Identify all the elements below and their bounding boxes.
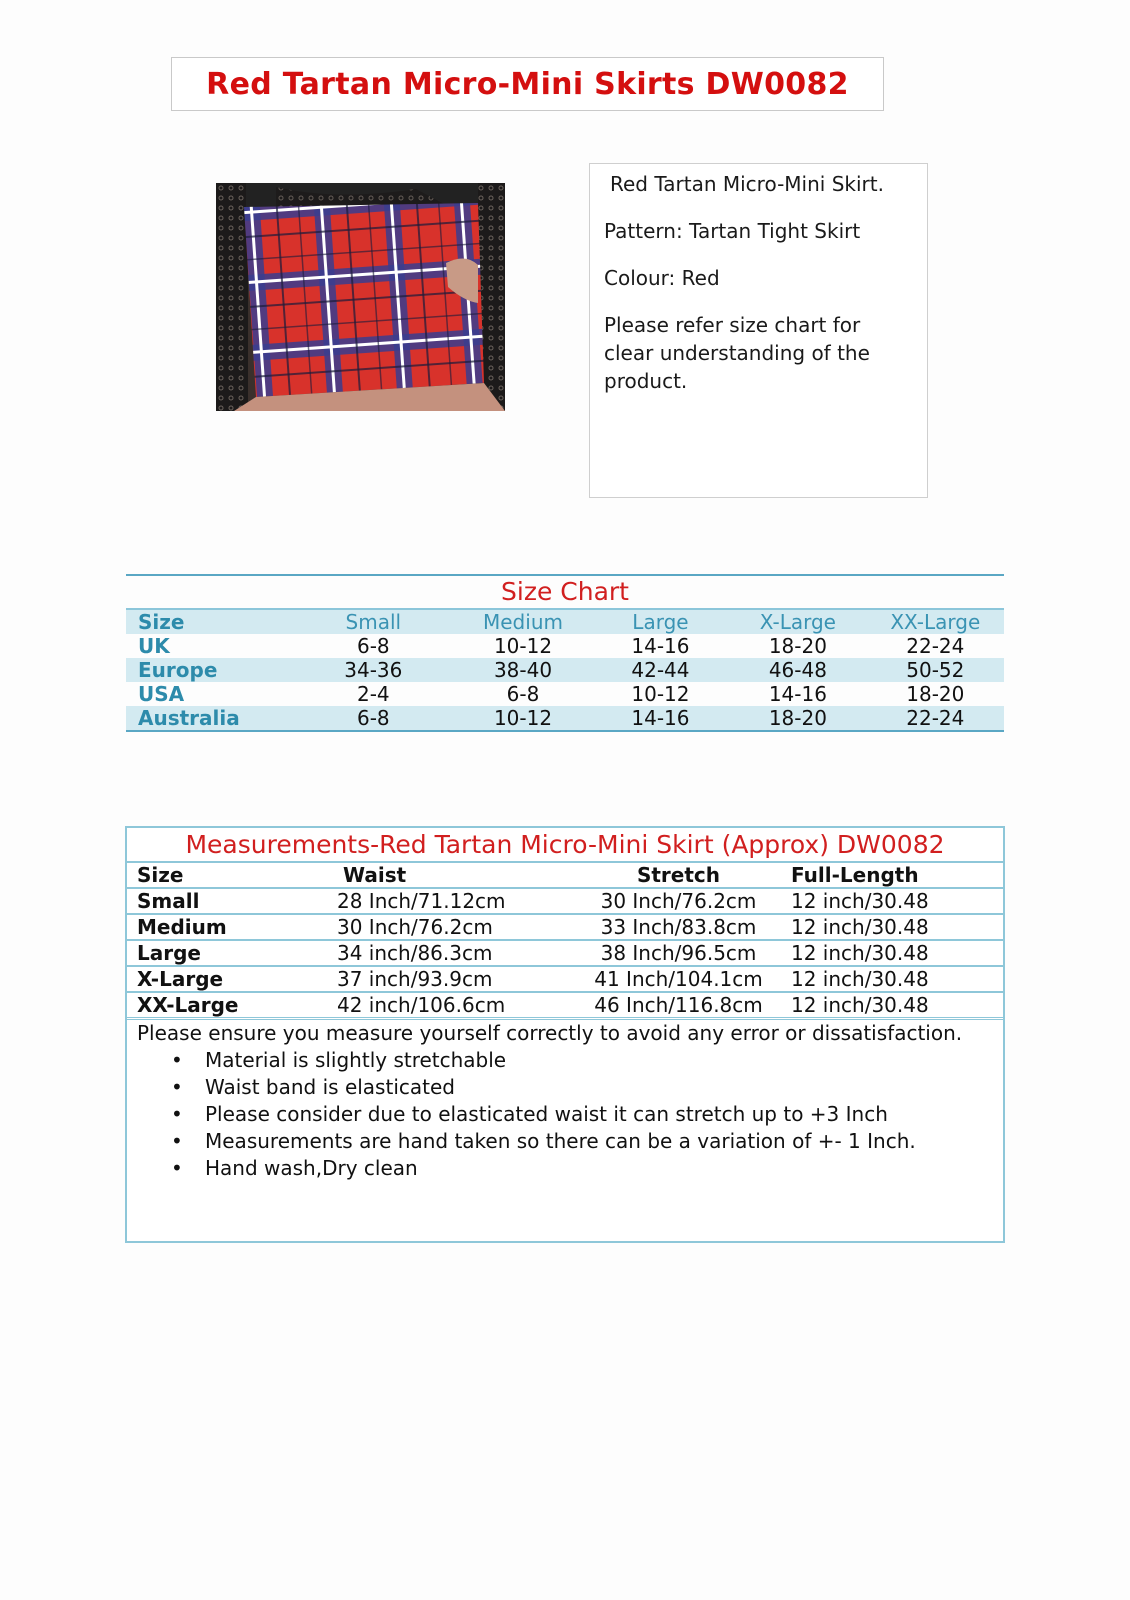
size-chart-title: Size Chart: [501, 577, 629, 606]
table-row: [126, 682, 1004, 706]
table-cell: 6-8: [356, 634, 390, 658]
table-cell: 22-24: [906, 706, 965, 730]
product-photo: [216, 183, 505, 411]
table-row: [127, 993, 1003, 1020]
list-item: • Hand wash,Dry clean: [205, 1155, 993, 1182]
column-header: Medium: [483, 610, 563, 634]
table-cell: 30 Inch/76.2cm: [337, 915, 493, 939]
row-label: X-Large: [137, 967, 224, 991]
table-cell: 10-12: [631, 682, 690, 706]
row-label: Size: [138, 610, 185, 634]
table-cell: 46-48: [768, 658, 827, 682]
table-cell: 12 inch/30.48: [791, 915, 929, 939]
table-cell: 37 inch/93.9cm: [337, 967, 493, 991]
table-cell: 2-4: [356, 682, 390, 706]
table-cell: 10-12: [493, 634, 553, 658]
table-cell: 28 Inch/71.12cm: [337, 889, 506, 913]
table-cell: 38 Inch/96.5cm: [600, 941, 757, 965]
row-label: Australia: [138, 706, 240, 730]
description-colour: Colour: Red: [604, 266, 720, 290]
row-label: Large: [137, 941, 201, 965]
table-row: [126, 634, 1004, 658]
measurement-notes: [127, 1020, 1003, 1182]
column-header: Stretch: [636, 863, 721, 887]
table-row: [126, 658, 1004, 682]
row-label: XX-Large: [137, 993, 239, 1017]
title-box: [171, 57, 884, 111]
table-cell: 18-20: [768, 706, 827, 730]
size-chart-header: [126, 608, 1004, 634]
row-label: Europe: [138, 658, 218, 682]
column-header: Size: [137, 863, 184, 887]
table-cell: 41 Inch/104.1cm: [594, 967, 763, 991]
notes-list: [137, 1047, 993, 1182]
size-chart: [126, 574, 1004, 732]
table-cell: 12 inch/30.48: [791, 967, 929, 991]
column-header: Large: [632, 610, 689, 634]
list-item: • Measurements are hand taken so there can be a variation of +- 1 Inch.: [205, 1128, 993, 1155]
table-cell: 50-52: [906, 658, 965, 682]
list-item: • Please consider due to elasticated waist it can stretch up to +3 Inch: [205, 1101, 993, 1128]
column-header: Waist: [343, 863, 407, 887]
table-cell: 42 inch/106.6cm: [337, 993, 506, 1017]
row-label: Medium: [137, 915, 227, 939]
table-cell: 6-8: [356, 706, 390, 730]
column-header: XX-Large: [890, 610, 981, 634]
description-name: Red Tartan Micro-Mini Skirt.: [610, 172, 884, 196]
row-label: USA: [138, 682, 185, 706]
table-cell: 18-20: [906, 682, 965, 706]
table-cell: 12 inch/30.48: [791, 941, 929, 965]
description-box: [589, 163, 928, 498]
table-cell: 30 Inch/76.2cm: [600, 889, 757, 913]
table-row: [127, 889, 1003, 915]
table-row: [126, 706, 1004, 730]
description-note: Please refer size chart for clear understanding of the product.: [604, 313, 870, 393]
table-cell: 14-16: [631, 706, 690, 730]
notes-intro: Please ensure you measure yourself correctly to avoid any error or dissatisfaction.: [137, 1021, 963, 1045]
row-label: UK: [138, 634, 170, 658]
table-cell: 12 inch/30.48: [791, 993, 929, 1017]
row-label: Small: [137, 889, 200, 913]
list-item: • Waist band is elasticated: [205, 1074, 993, 1101]
table-cell: 33 Inch/83.8cm: [600, 915, 757, 939]
table-cell: 42-44: [631, 658, 690, 682]
column-header: Small: [345, 610, 402, 634]
table-cell: 34-36: [344, 658, 403, 682]
table-cell: 38-40: [493, 658, 553, 682]
table-cell: 18-20: [768, 634, 827, 658]
table-cell: 10-12: [493, 706, 553, 730]
description-pattern: Pattern: Tartan Tight Skirt: [604, 219, 861, 243]
table-cell: 46 Inch/116.8cm: [594, 993, 763, 1017]
table-row: [127, 967, 1003, 993]
measurements-table: [125, 826, 1005, 1243]
measurements-title: Measurements-Red Tartan Micro-Mini Skirt (Approx) DW0082: [127, 828, 1003, 863]
table-cell: 6-8: [506, 682, 540, 706]
table-cell: 14-16: [631, 634, 690, 658]
table-cell: 34 inch/86.3cm: [337, 941, 493, 965]
table-cell: 12 inch/30.48: [791, 889, 929, 913]
table-row: [127, 941, 1003, 967]
column-header: Full-Length: [791, 863, 919, 887]
table-row: [127, 915, 1003, 941]
page-title: Red Tartan Micro-Mini Skirts DW0082: [206, 66, 849, 102]
column-header: X-Large: [759, 610, 836, 634]
list-item: • Material is slightly stretchable: [205, 1047, 993, 1074]
table-cell: 22-24: [906, 634, 965, 658]
table-cell: 14-16: [768, 682, 827, 706]
measurements-header: [127, 863, 1003, 889]
